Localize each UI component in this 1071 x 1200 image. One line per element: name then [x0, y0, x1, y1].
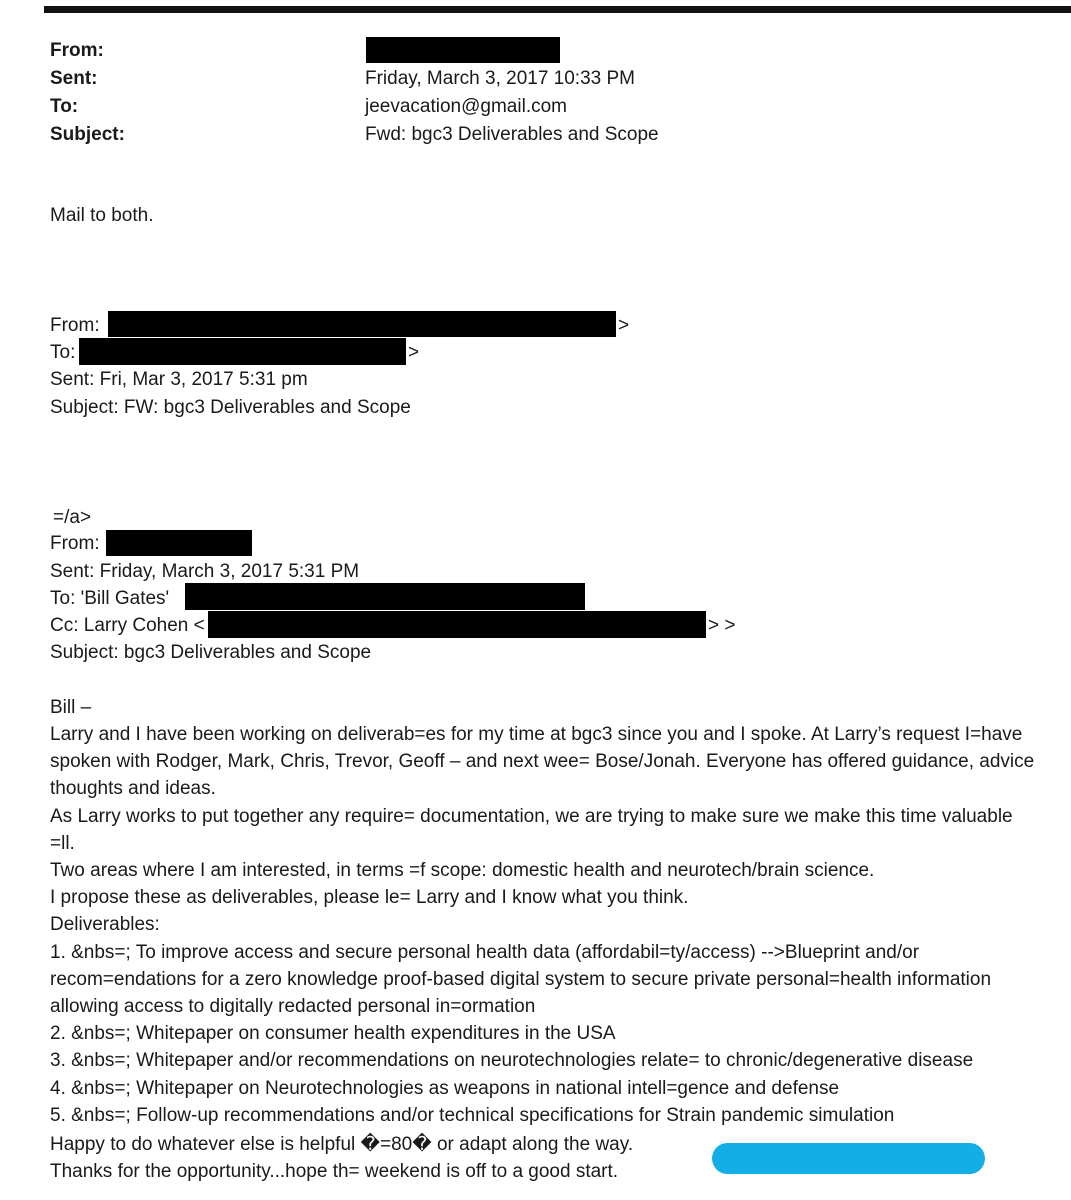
body-line: thoughts and ideas. [50, 778, 216, 799]
fwd2-sent: Sent: Friday, March 3, 2017 5:31 PM [50, 561, 360, 582]
list-item-continuation: recom=endations for a zero knowledge proof-based digital system to secure private personal=health information [50, 969, 992, 990]
body-line: Deliverables: [50, 914, 160, 935]
list-item-continuation: allowing access to digitally redacted personal in=ormation [50, 996, 536, 1017]
subject-label: Subject: [50, 124, 125, 145]
body-line: Two areas where I am interested, in terms =f scope: domestic health and neurotech/brain science. [50, 860, 875, 881]
body-line: Thanks for the opportunity...hope th= weekend is off to a good start. [50, 1161, 619, 1182]
page-top-rule [44, 6, 1071, 13]
fwd2-subject: Subject: bgc3 Deliverables and Scope [50, 642, 372, 663]
sent-value: Friday, March 3, 2017 10:33 PM [365, 68, 635, 89]
fwd1-sent: Sent: Fri, Mar 3, 2017 5:31 pm [50, 369, 308, 390]
fwd1-to: To: [50, 342, 76, 363]
list-item: 5. &nbs=; Follow-up recommendations and/or technical specifications for Strain pandemic simulation [50, 1105, 895, 1126]
mail-note: Mail to both. [50, 205, 154, 226]
fwd2-anchor: =/a> [53, 507, 92, 528]
list-item: 3. &nbs=; Whitepaper and/or recommendations on neurotechnologies relate= to chronic/degenerative disease [50, 1050, 974, 1071]
blue-redaction-mark [712, 1143, 985, 1174]
subject-value: Fwd: bgc3 Deliverables and Scope [365, 124, 659, 145]
body-line: =ll. [50, 833, 75, 854]
redaction-fwd2-to [185, 583, 585, 610]
list-item: 1. &nbs=; To improve access and secure personal health data (affordabil=ty/access) -->Blueprint and/or [50, 942, 920, 963]
body-line: Happy to do whatever else is helpful �=80� or adapt along the way. [50, 1134, 634, 1155]
fwd1-to-end: > [408, 342, 420, 363]
fwd1-from: From: [50, 315, 100, 336]
body-line: I propose these as deliverables, please le= Larry and I know what you think. [50, 887, 689, 908]
redaction-fwd1-from [108, 311, 616, 337]
redaction-sender [366, 37, 560, 63]
fwd1-from-end: > [618, 315, 630, 336]
list-item: 2. &nbs=; Whitepaper on consumer health expenditures in the USA [50, 1023, 616, 1044]
body-line: spoken with Rodger, Mark, Chris, Trevor, Geoff – and next wee= Bose/Jonah. Everyone has offered guidance, advice [50, 751, 1035, 772]
to-value: jeevacation@gmail.com [365, 96, 567, 117]
from-label: From: [50, 40, 104, 61]
redaction-fwd1-to [79, 338, 406, 365]
redaction-fwd2-from [106, 530, 252, 556]
body-line: Larry and I have been working on deliverab=es for my time at bgc3 since you and I spoke. At Larry’s request I=have [50, 724, 1023, 745]
fwd2-from: From: [50, 533, 100, 554]
redaction-fwd2-cc [208, 611, 706, 638]
body-line: Bill – [50, 697, 92, 718]
fwd2-cc: Cc: Larry Cohen < [50, 615, 205, 636]
body-line: As Larry works to put together any require= documentation, we are trying to make sure we make this time valuable [50, 806, 1013, 827]
fwd2-cc-end: > > [708, 615, 736, 636]
list-item: 4. &nbs=; Whitepaper on Neurotechnologies as weapons in national intell=gence and defense [50, 1078, 840, 1099]
fwd1-subject: Subject: FW: bgc3 Deliverables and Scope [50, 397, 411, 418]
to-label: To: [50, 96, 79, 117]
fwd2-to: To: 'Bill Gates' [50, 588, 170, 609]
sent-label: Sent: [50, 68, 98, 89]
